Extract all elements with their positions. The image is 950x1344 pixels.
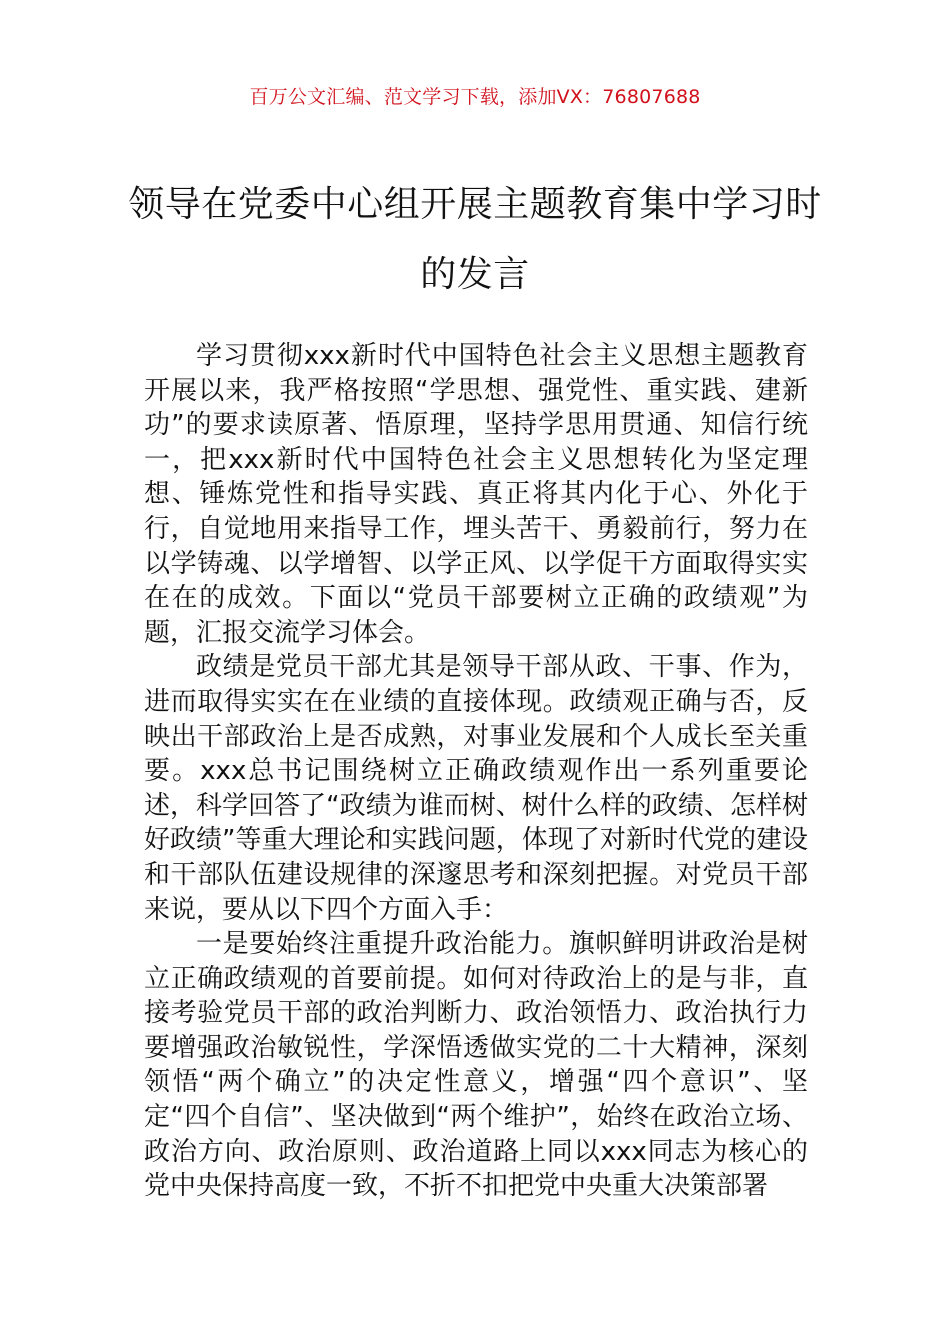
document-title: 领导在党委中心组开展主题教育集中学习时的发言	[128, 184, 822, 295]
body-paragraph: 学习贯彻xxx新时代中国特色社会主义思想主题教育开展以来，我严格按照“学思想、强党性、重实践、建新功”的要求读原著、悟原理，坚持学思用贯通、知信行统一，把xxx新时代中国特色社会主义思想转化为坚定理想、锤炼党性和指导实践、真正将其内化于心、外化于行，自觉地用来指导工作，埋头苦干、勇毅前行，努力在以学铸魂、以学增智、以学正风、以学促干方面取得实实在在的成效。下面以“党员干部要树立正确的政绩观”为题，汇报交流学习体会。	[144, 341, 808, 648]
document-body	[144, 339, 808, 1204]
header-watermark-note: 百万公文汇编、范文学习下载，添加VX：76807688	[249, 86, 701, 108]
body-paragraph: 一是要始终注重提升政治能力。旗帜鲜明讲政治是树立正确政绩观的首要前提。如何对待政治上的是与非，直接考验党员干部的政治判断力、政治领悟力、政治执行力要增强政治敏锐性，学深悟透做实党的二十大精神，深刻领悟“两个确立”的决定性意义，增强“四个意识”、坚定“四个自信”、坚决做到“两个维护”，始终在政治立场、政治方向、政治原则、政治道路上同以xxx同志为核心的党中央保持高度一致，不折不扣把党中央重大决策部署	[144, 929, 808, 1202]
body-paragraph: 政绩是党员干部尤其是领导干部从政、干事、作为，进而取得实实在在业绩的直接体现。政绩观正确与否，反映出干部政治上是否成熟，对事业发展和个人成长至关重要。xxx总书记围绕树立正确政绩观作出一系列重要论述，科学回答了“政绩为谁而树、树什么样的政绩、怎样树好政绩”等重大理论和实践问题，体现了对新时代党的建设和干部队伍建设规律的深邃思考和深刻把握。对党员干部来说，要从以下四个方面入手：	[144, 652, 808, 925]
